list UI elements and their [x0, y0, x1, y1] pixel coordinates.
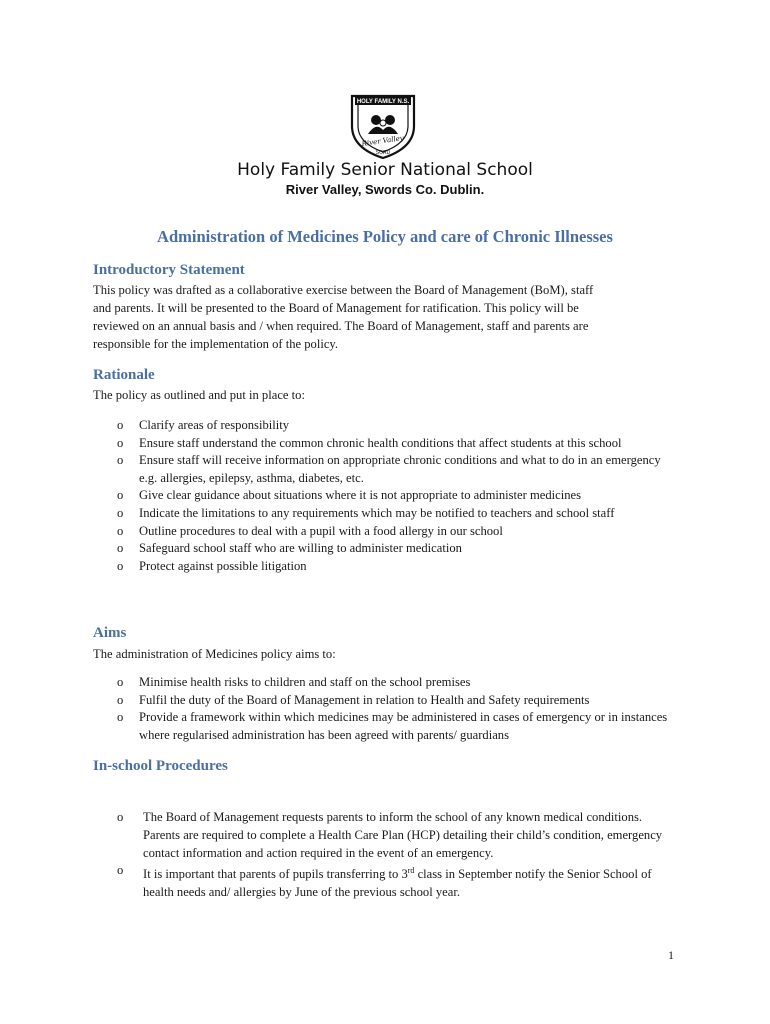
rationale-heading: Rationale [93, 367, 155, 383]
intro-line: and parents. It will be presented to the Board of Management for ratification. This policy will be [93, 301, 579, 315]
list-item: o Clarify areas of responsibility [117, 417, 677, 435]
list-item: o Indicate the limitations to any requirements which may be notified to teachers and school staff [117, 505, 677, 523]
bullet: o [117, 523, 124, 538]
intro-heading: Introductory Statement [93, 262, 245, 278]
list-item: o The Board of Management requests parents to inform the school of any known medical conditions. Parents are required to complete a Health Care Plan (HCP) detailing their child’s condition, emergency contact information and action required in the event of an emergency. [117, 810, 663, 860]
school-address: River Valley, Swords Co. Dublin. [285, 182, 485, 197]
list-item: o Safeguard school staff who are willing to administer medication [117, 540, 677, 558]
bullet: o [117, 710, 124, 725]
list-item: o Ensure staff will receive information on appropriate chronic conditions and what to do in an emergency e.g. allergies, epilepsy, asthma, diabetes, etc. [117, 453, 661, 485]
procedures-list [117, 809, 677, 902]
bullet: o [117, 692, 124, 707]
page-number: 1 [668, 948, 674, 962]
bullet: o [117, 675, 124, 689]
intro-line: This policy was drafted as a collaborative exercise between the Board of Management (BoM), staff [93, 283, 594, 297]
intro-line: responsible for the implementation of the policy. [93, 337, 339, 351]
aims-lead: The administration of Medicines policy aims to: [93, 647, 336, 661]
list-item: o Protect against possible litigation [117, 558, 677, 576]
aims-heading: Aims [93, 625, 127, 641]
school-name: Holy Family Senior National School [237, 160, 533, 180]
bullet: o [117, 453, 124, 468]
list-item: o Provide a framework within which medicines may be administered in cases of emergency or in instances where regularised administration has been agreed with parents/ guardians [117, 710, 668, 742]
school-crest-logo [346, 90, 420, 160]
intro-line: reviewed on an annual basis and / when required. The Board of Management, staff and parents are [93, 319, 589, 333]
bullet: o [117, 435, 124, 450]
bullet: o [117, 810, 124, 824]
intro-paragraph [93, 281, 673, 353]
list-item: o Outline procedures to deal with a pupil with a food allergy in our school [117, 523, 677, 541]
bullet: o [117, 505, 124, 520]
list-item: o Give clear guidance about situations where it is not appropriate to administer medicines [117, 487, 677, 505]
svg-text:SORD: SORD [375, 150, 391, 156]
aims-list [117, 674, 677, 744]
bullet: o [117, 558, 124, 573]
bullet: o [117, 488, 124, 503]
rationale-lead: The policy as outlined and put in place to: [93, 388, 305, 402]
list-item: o Minimise health risks to children and staff on the school premises [117, 674, 677, 692]
svg-text:River Valley: River Valley [361, 134, 405, 148]
list-item: o Ensure staff understand the common chronic health conditions that affect students at this school [117, 435, 677, 453]
bullet: o [117, 863, 124, 878]
bullet: o [117, 418, 124, 432]
list-item: o Fulfil the duty of the Board of Management in relation to Health and Safety requirements [117, 692, 677, 710]
rationale-list [117, 417, 677, 575]
list-item: o It is important that parents of pupils transferring to 3rd class in September notify the Senior School of health needs and/ allergies by June of the previous school year. [117, 863, 652, 900]
document-title: Administration of Medicines Policy and care of Chronic Illnesses [157, 227, 613, 246]
svg-text:HOLY FAMILY N.S.: HOLY FAMILY N.S. [356, 99, 410, 105]
bullet: o [117, 541, 124, 556]
procedures-heading: In-school Procedures [93, 758, 228, 774]
